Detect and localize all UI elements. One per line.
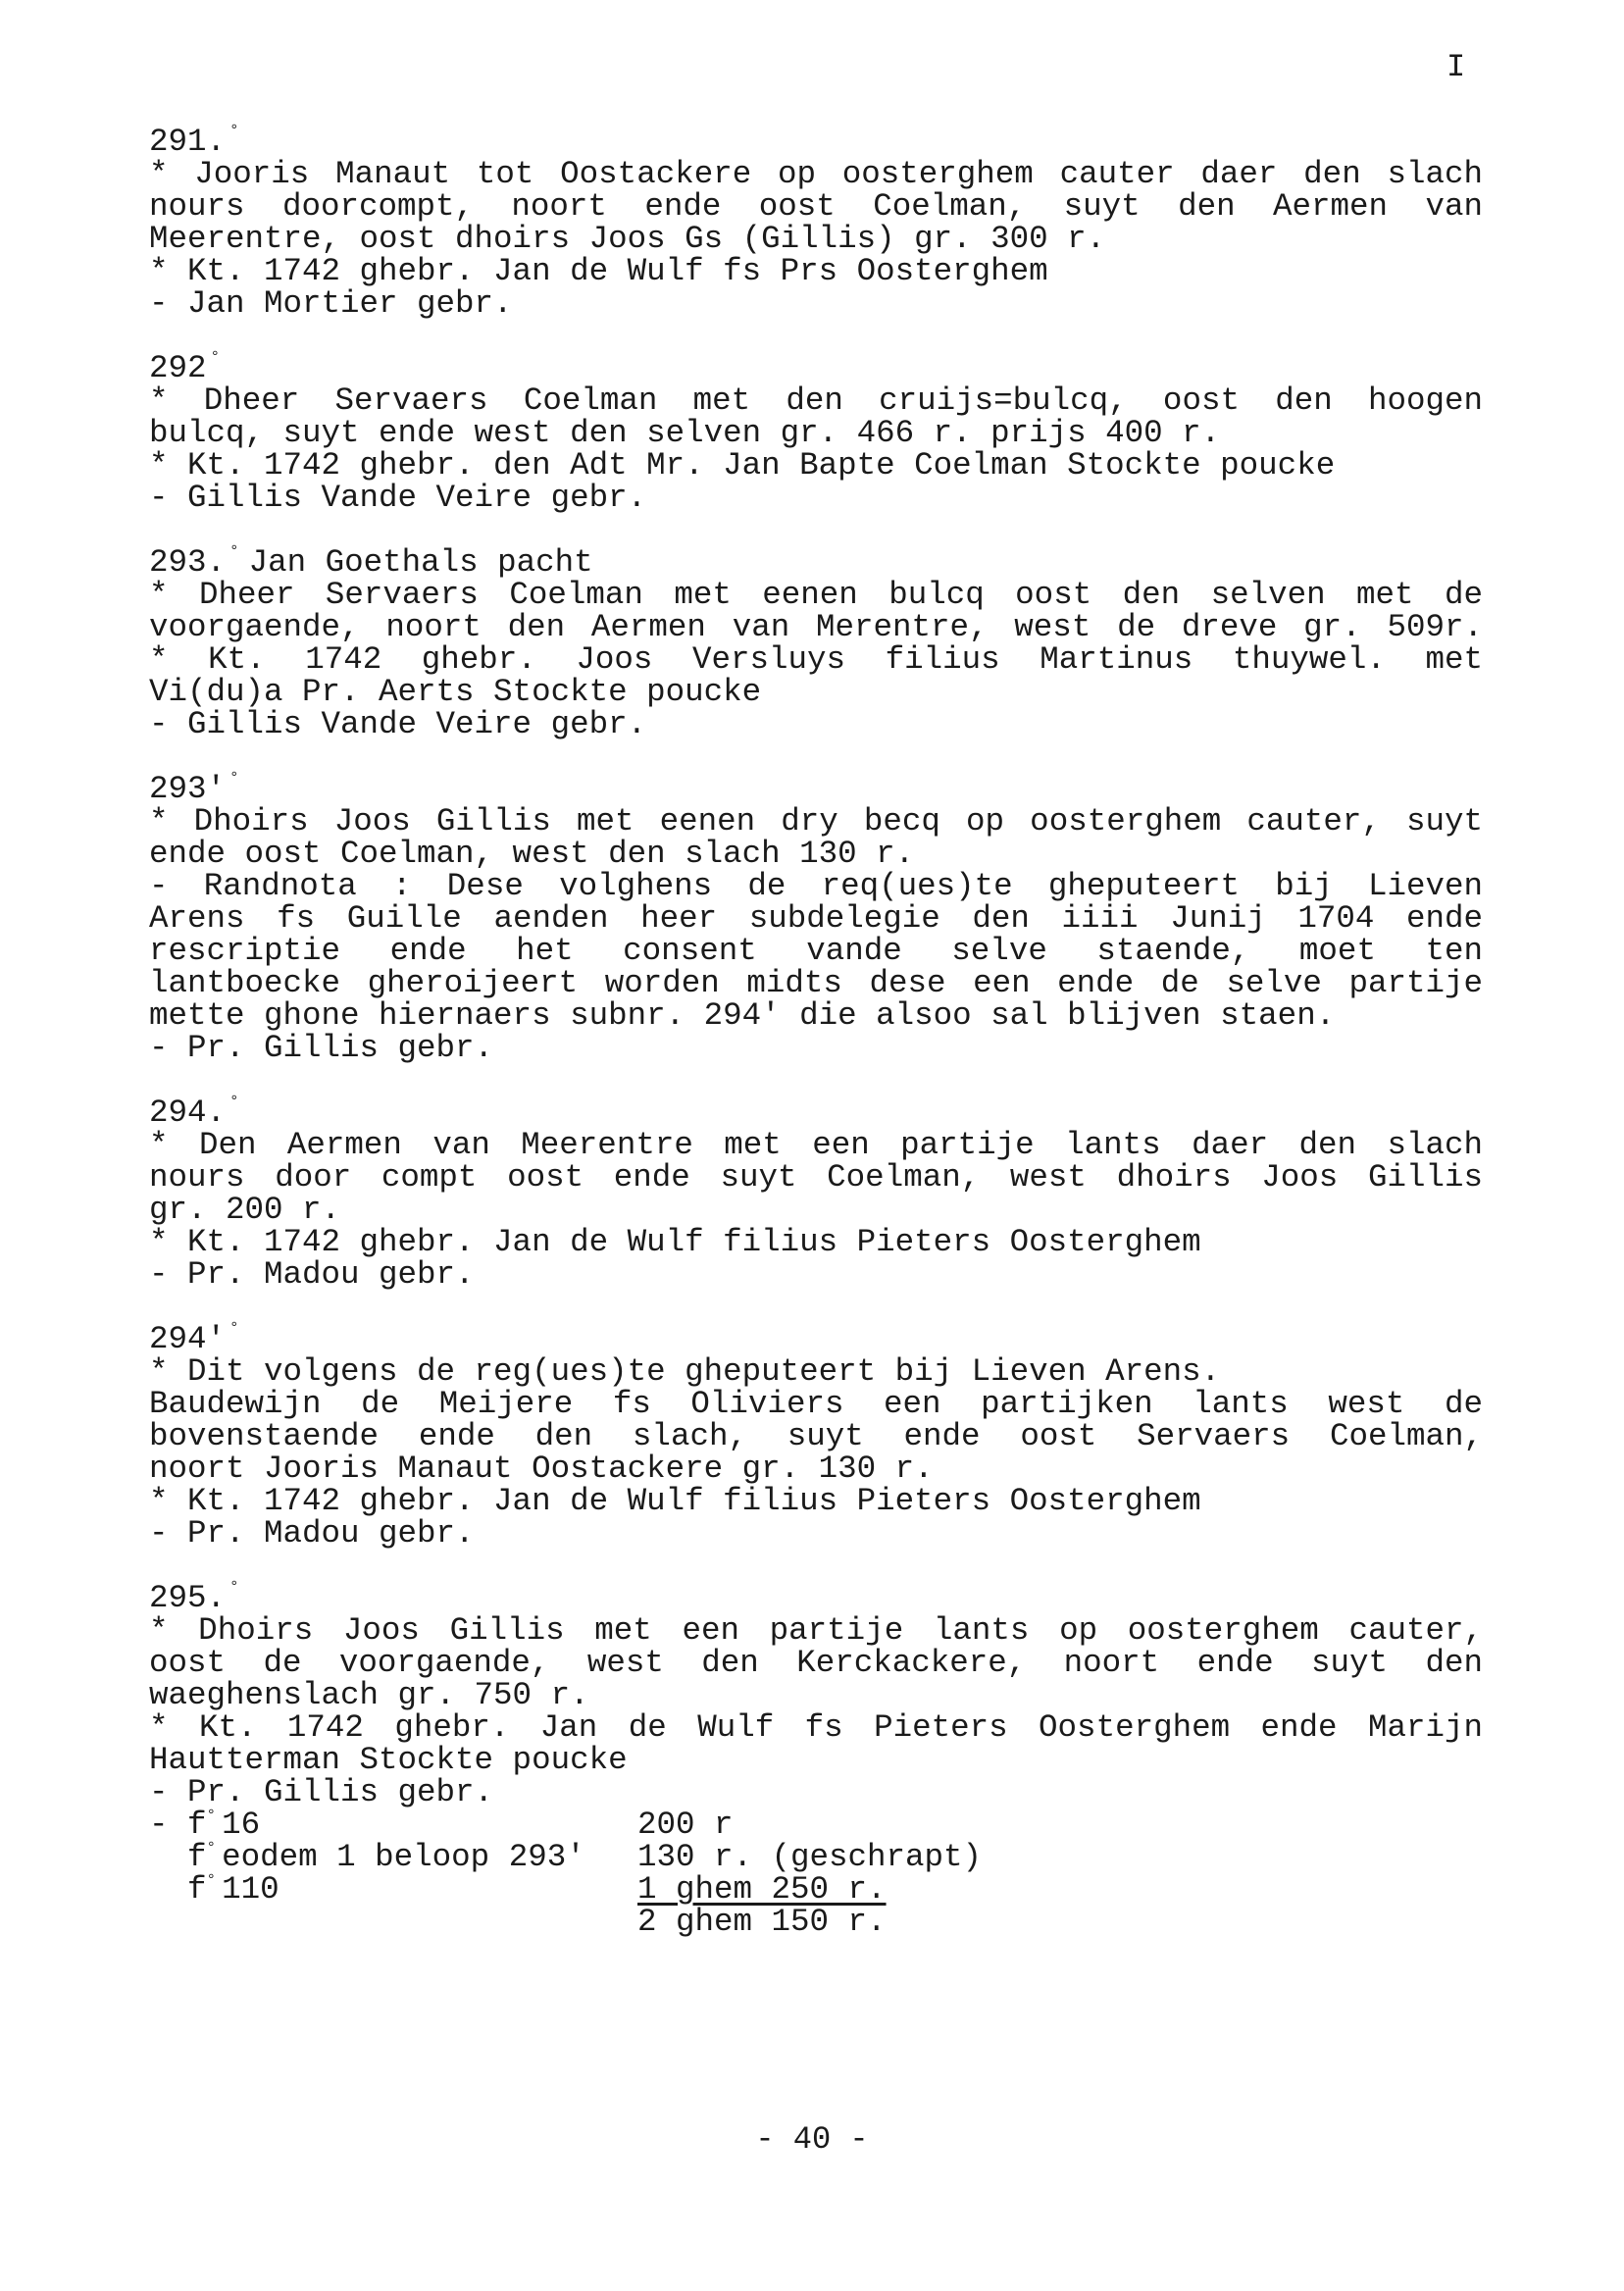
- tally-row: [149, 1808, 1483, 1841]
- tally-prefix: [149, 1871, 187, 1908]
- entry-line: lantboecke gheroijeert worden midts dese een ende de selve partije: [149, 965, 1483, 1001]
- degree-mark: °: [206, 1839, 217, 1857]
- degree-mark: °: [206, 1807, 217, 1824]
- entry-line: bulcq, suyt ende west den selven gr. 466 r. prijs 400 r.: [149, 415, 1221, 451]
- entry-heading: [149, 542, 1483, 581]
- entry-heading: [149, 769, 1483, 807]
- degree-mark: °: [206, 1871, 217, 1889]
- register-entry: [149, 122, 1483, 322]
- entry-line: voorgaende, noort den Aermen van Merentre, west de dreve gr. 509r.: [149, 609, 1483, 645]
- entry-number: 292: [149, 350, 207, 386]
- register-entry: [149, 1319, 1483, 1552]
- entry-line: oost de voorgaende, west den Kerckackere, noort ende suyt den: [149, 1645, 1483, 1681]
- tally-prefix: [149, 1839, 187, 1875]
- entry-line: * Dhoirs Joos Gillis met een partije lants op oosterghem cauter,: [149, 1612, 1483, 1649]
- entry-line: - Gillis Vande Veire gebr.: [149, 480, 647, 516]
- entry-line: bovenstaende ende den slach, suyt ende oost Servaers Coelman,: [149, 1418, 1483, 1454]
- entry-line: Vi(du)a Pr. Aerts Stockte poucke: [149, 674, 762, 710]
- entry-line: * Kt. 1742 ghebr. Jan de Wulf filius Pieters Oosterghem: [149, 1483, 1201, 1519]
- entry-note: Jan Goethals pacht: [248, 544, 593, 581]
- entry-heading: [149, 1093, 1483, 1131]
- degree-mark: °: [229, 1319, 239, 1337]
- entry-heading: [149, 1578, 1483, 1616]
- entry-number: 291.: [149, 124, 227, 160]
- entry-line: Meerentre, oost dhoirs Joos Gs (Gillis) gr. 300 r.: [149, 221, 1106, 257]
- entry-line: ende oost Coelman, west den slach 130 r.: [149, 836, 915, 872]
- entry-line: noort Jooris Manaut Oostackere gr. 130 r.: [149, 1451, 934, 1487]
- entry-line: nours door compt oost ende suyt Coelman, west dhoirs Joos Gillis: [149, 1159, 1483, 1196]
- entries-list: [149, 122, 1483, 1970]
- degree-mark: °: [229, 122, 239, 139]
- entry-line: gr. 200 r.: [149, 1192, 341, 1228]
- tally-prefix: -: [149, 1807, 188, 1843]
- tally-amount: 130 r. (geschrapt): [637, 1839, 983, 1875]
- entry-line: Arens fs Guille aenden heer subdelegie den iiii Junij 1704 ende: [149, 900, 1483, 937]
- entry-line: * Kt. 1742 ghebr. den Adt Mr. Jan Bapte Coelman Stockte poucke: [149, 447, 1336, 484]
- folio-ref: f: [187, 1807, 207, 1843]
- entry-heading: [149, 122, 1483, 160]
- entry-heading: [149, 1319, 1483, 1357]
- degree-mark: °: [229, 542, 239, 560]
- tally-detail: 16: [222, 1807, 261, 1843]
- entry-line: mette ghone hiernaers subnr. 294' die alsoo sal blijven staen.: [149, 997, 1336, 1034]
- entry-number: 295.: [149, 1580, 227, 1616]
- entry-line: * Dheer Servaers Coelman met eenen bulcq oost den selven met de: [149, 577, 1483, 613]
- entry-line: * Kt. 1742 ghebr. Joos Versluys filius Martinus thuywel. met: [149, 641, 1483, 678]
- entry-line: - Pr. Madou gebr.: [149, 1515, 475, 1552]
- tally-table: [149, 1808, 1483, 1938]
- entry-line: Baudewijn de Meijere fs Oliviers een partijken lants west de: [149, 1386, 1483, 1422]
- entry-line: * Kt. 1742 ghebr. Jan de Wulf fs Pieters Oosterghem ende Marijn: [149, 1709, 1483, 1746]
- entry-number: 294': [149, 1321, 227, 1357]
- entry-line: Hautterman Stockte poucke: [149, 1742, 628, 1778]
- entry-line: - Randnota : Dese volghens de req(ues)te gheputeert bij Lieven: [149, 868, 1483, 904]
- entry-line: - Pr. Madou gebr.: [149, 1256, 475, 1293]
- entry-line: - Pr. Gillis gebr.: [149, 1030, 494, 1066]
- entry-line: - Jan Mortier gebr.: [149, 285, 513, 322]
- entry-line: - Pr. Gillis gebr.: [149, 1774, 494, 1810]
- degree-mark: °: [229, 1093, 239, 1110]
- tally-amount: 200 r: [637, 1807, 734, 1843]
- register-entry: [149, 769, 1483, 1066]
- degree-mark: °: [210, 348, 221, 366]
- entry-number: 293': [149, 771, 227, 807]
- register-entry: [149, 348, 1483, 516]
- tally-detail: eodem 1 beloop 293': [222, 1839, 585, 1875]
- entry-line: nours doorcompt, noort ende oost Coelman, suyt den Aermen van: [149, 188, 1483, 225]
- entry-line: * Dhoirs Joos Gillis met eenen dry becq op oosterghem cauter, suyt: [149, 803, 1483, 840]
- page-number: - 40 -: [755, 2121, 869, 2158]
- entry-line: rescriptie ende het consent vande selve staende, moet ten: [149, 933, 1483, 969]
- entry-line: * Dit volgens de reg(ues)te gheputeert bij Lieven Arens.: [149, 1353, 1221, 1390]
- entry-number: 293.: [149, 544, 227, 581]
- folio-ref: f: [187, 1871, 207, 1908]
- entry-line: * Kt. 1742 ghebr. Jan de Wulf fs Prs Oosterghem: [149, 253, 1048, 289]
- tally-detail: 110: [222, 1871, 279, 1908]
- tally-row: [149, 1906, 1483, 1938]
- tally-row: [149, 1841, 1483, 1873]
- folio-ref: f: [187, 1839, 207, 1875]
- entry-line: * Dheer Servaers Coelman met den cruijs=bulcq, oost den hoogen: [149, 382, 1483, 419]
- register-entry: [149, 542, 1483, 742]
- entry-number: 294.: [149, 1095, 227, 1131]
- tally-row: [149, 1873, 1483, 1906]
- entry-line: waeghenslach gr. 750 r.: [149, 1677, 589, 1713]
- degree-mark: °: [229, 1578, 239, 1596]
- entry-heading: [149, 348, 1483, 386]
- section-mark: I: [1446, 49, 1467, 85]
- entry-line: * Jooris Manaut tot Oostackere op oosterghem cauter daer den slach: [149, 156, 1483, 192]
- tally-amount: 1 ghem 250 r.: [637, 1871, 887, 1908]
- entry-line: - Gillis Vande Veire gebr.: [149, 706, 647, 742]
- entry-line: * Den Aermen van Meerentre met een partije lants daer den slach: [149, 1127, 1483, 1163]
- degree-mark: °: [229, 769, 239, 787]
- tally-amount: 2 ghem 150 r.: [637, 1904, 887, 1940]
- register-entry: [149, 1578, 1483, 1940]
- entry-line: * Kt. 1742 ghebr. Jan de Wulf filius Pieters Oosterghem: [149, 1224, 1201, 1260]
- register-entry: [149, 1093, 1483, 1293]
